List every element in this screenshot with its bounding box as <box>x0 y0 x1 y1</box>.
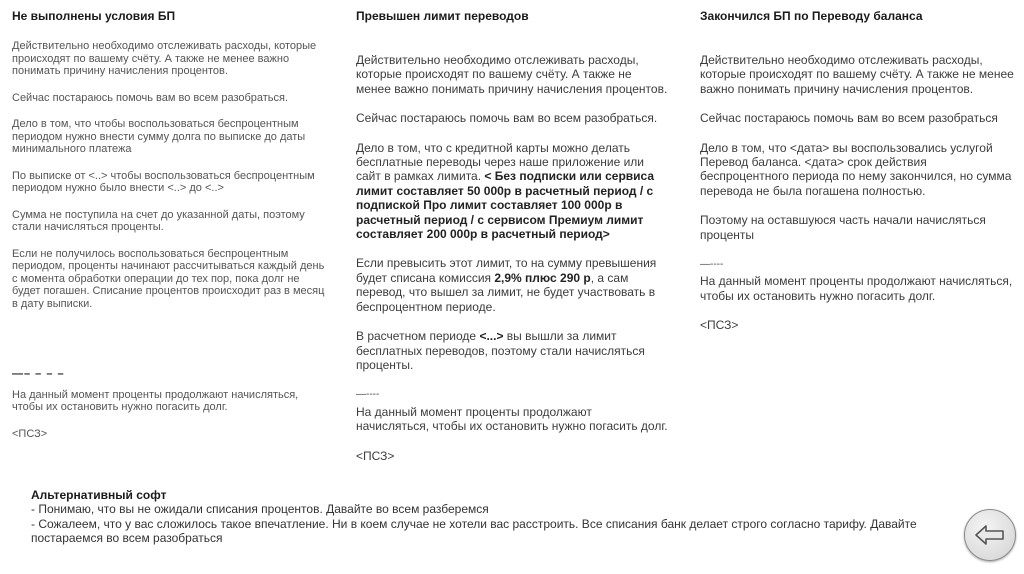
paragraph: Сейчас постараюсь помочь вам во всем разобраться. <box>356 111 658 126</box>
paragraph: Действительно необходимо отслеживать расходы, которые происходят по вашему счёту. А также не менее важно понимать причину начисления процентов. <box>356 53 668 96</box>
paragraph: Дело в том, что <дата> вы воспользовались услугой Перевод баланса. <дата> срок действия беспроцентного периода по нему закончился, но сумма перевода не была погашена полностью. <box>700 140 1012 198</box>
column-title: Не выполнены условия БП <box>12 9 176 23</box>
commission-value: 2,9% плюс 290 р <box>494 270 591 285</box>
paragraph: Если не получилось воспользоваться беспроцентным периодом, проценты начинают рассчитываться каждый день с момента обработки операции до тех пор, пока долг не будет погашен. Списание процентов происходит раз в месяц в дату выписки. <box>12 247 325 310</box>
paragraph: Действительно необходимо отслеживать расходы, которые происходят по вашему счёту. А также не менее важно понимать причину начисления процентов. <box>12 40 317 77</box>
alternative-soft-block <box>31 488 951 546</box>
paragraph: Сейчас постараюсь помочь вам во всем разобраться <box>700 111 998 126</box>
text: вы вышли за лимит бесплатных переводов, поэтому стали начисляться проценты. <box>356 329 645 372</box>
text: Дело в том, что с кредитной карты можно делать бесплатные переводы через наше приложение или сайт в рамках лимита. <box>356 140 644 184</box>
paragraph: Сейчас постараюсь помочь вам во всем разобраться. <box>12 91 289 104</box>
psz-placeholder: <ПСЗ> <box>700 318 739 333</box>
alt-line: - Сожалеем, что у вас сложилось такое впечатление. Ни в коем случае не хотели вас расстроить. Все списания банк делает строго согласно тарифу. Давайте постараемся во всем разобраться <box>31 516 917 546</box>
paragraph-commission <box>356 256 668 314</box>
separator: —– – – – <box>12 368 65 380</box>
psz-placeholder: <ПСЗ> <box>12 427 48 440</box>
paragraph: Поэтому на оставшуюся часть начали начисляться проценты <box>700 213 986 242</box>
limit-details: < Без подписки или сервиса лимит составляет 50 000р в расчетный период / с подпиской Про лимит составляет 100 000р в расчетный период / с сервисом Премиум лимит составляет 200 000р в расчетный период> <box>356 169 655 242</box>
column-balance-transfer-ended <box>700 8 1016 333</box>
period-placeholder: <...> <box>479 329 504 344</box>
separator: —---- <box>356 389 380 401</box>
paragraph: Действительно необходимо отслеживать расходы, которые происходят по вашему счёту. А также не менее важно понимать причину начисления процентов. <box>700 53 1014 96</box>
back-button[interactable] <box>964 509 1016 561</box>
paragraph: Дело в том, что чтобы воспользоваться беспроцентным периодом нужно внести сумму долга по выписке до даты минимального платежа <box>12 118 306 155</box>
paragraph-limit <box>356 141 668 242</box>
paragraph: На данный момент проценты продолжают начисляться, чтобы их остановить нужно погасить долг. <box>356 404 668 434</box>
paragraph: На данный момент проценты продолжают начисляться, чтобы их остановить нужно погасить долг. <box>12 388 299 413</box>
column-title: Закончился БП по Переводу баланса <box>700 9 923 23</box>
paragraph: По выписке от <..> чтобы воспользоваться беспроцентным периодом нужно было внести <..> до <..> <box>12 169 315 194</box>
text: Если превысить этот лимит, то на сумму превышения будет списана комиссия <box>356 256 657 285</box>
text: , а сам перевод, что вышел за лимит, не будет участвовать в беспроцентном периоде. <box>356 270 656 314</box>
separator: —---- <box>700 259 724 271</box>
paragraph: На данный момент проценты продолжают начисляться, чтобы их остановить нужно погасить долг. <box>700 274 1013 303</box>
column-transfer-limit-exceeded <box>356 8 668 463</box>
alt-title: Альтернативный софт <box>31 488 167 502</box>
column-title: Превышен лимит переводов <box>356 9 529 23</box>
text: В расчетном периоде <box>356 329 480 344</box>
column-conditions-not-met <box>12 8 328 440</box>
paragraph: Сумма не поступила на счет до указанной даты, поэтому стали начисляться проценты. <box>12 208 305 233</box>
alt-line: - Понимаю, что вы не ожидали списания процентов. Давайте во всем разберемся <box>31 502 489 517</box>
paragraph-period <box>356 329 668 372</box>
psz-placeholder: <ПСЗ> <box>356 448 395 463</box>
back-arrow-icon <box>974 523 1006 547</box>
